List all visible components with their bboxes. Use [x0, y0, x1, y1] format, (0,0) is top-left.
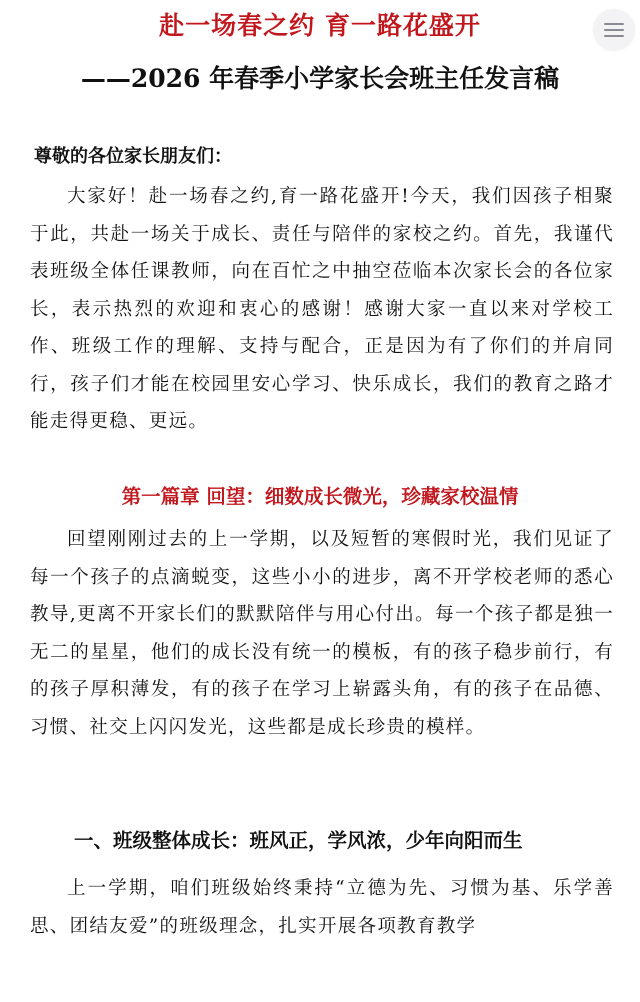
chapter-heading: 第一篇章 回望：细数成长微光，珍藏家校温情: [121, 485, 519, 508]
salutation: 尊敬的各位家长朋友们：: [34, 146, 232, 167]
section-paragraph: 上一学期，咱们班级始终秉持“立德为先、习惯为基、乐学善思、团结友爱”的班级理念，扎实开展各项教育教学: [30, 878, 614, 937]
document-subtitle: ——2026 年春季小学家长会班主任发言稿: [80, 64, 560, 93]
intro-paragraph: 大家好！赴一场春之约,育一路花盛开!今天，我们因孩子相聚于此，共赴一场关于成长、责任与陪伴的家校之约。首先，我谨代表班级全体任课教师，向在百忙之中抽空莅临本次家长会的各位家长，表示热烈的欢迎和衷心的感谢！感谢大家一直以来对学校工作、班级工作的理解、支持与配合，正是因为有了你们的并肩同行，孩子们才能在校园里安心学习、快乐成长，我们的教育之路才能走得更稳、更远。: [30, 186, 614, 432]
chapter-paragraph: 回望刚刚过去的上一学期，以及短暂的寒假时光，我们见证了每一个孩子的点滴蜕变，这些小小的进步，离不开学校老师的悉心教导,更离不开家长们的默默陪伴与用心付出。每一个孩子都是独一无二的星星，他们的成长没有统一的模板，有的孩子稳步前行，有的孩子厚积薄发，有的孩子在学习上崭露头角，有的孩子在品德、习惯、社交上闪闪发光，这些都是成长珍贵的模样。: [30, 529, 614, 738]
document-title: 赴一场春之约 育一路花盛开: [159, 11, 481, 40]
section-heading: 一、班级整体成长：班风正，学风浓，少年向阳而生: [74, 829, 523, 852]
